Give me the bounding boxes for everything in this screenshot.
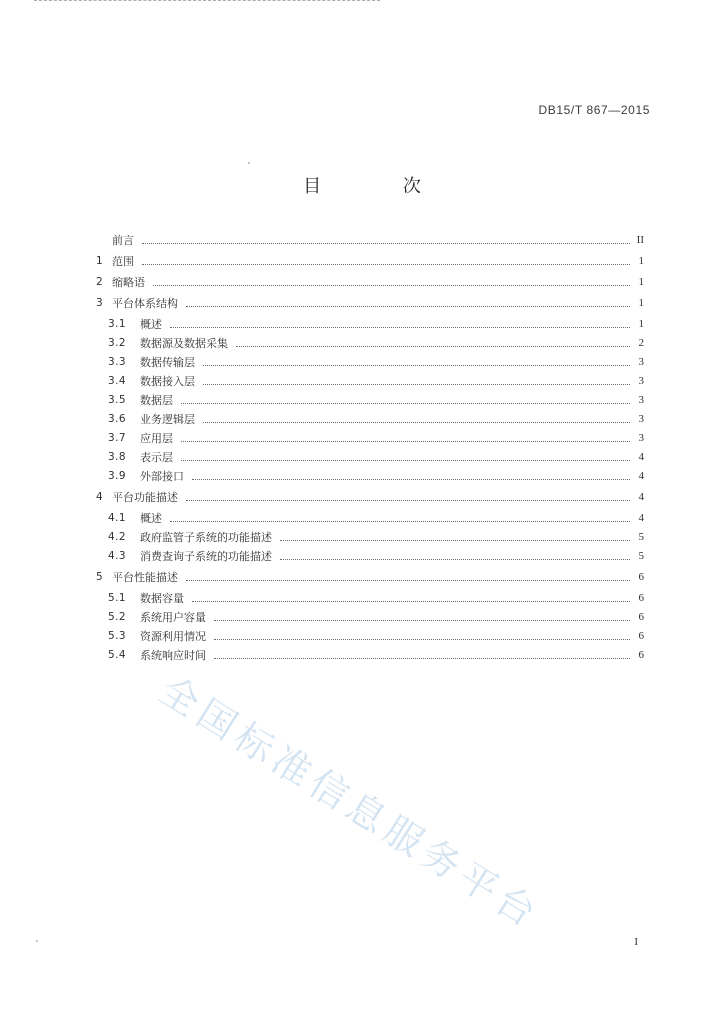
toc-entry-page: 1 [638, 254, 644, 267]
toc-entry-number: 5.4 [108, 648, 126, 661]
toc-subentry[interactable] [96, 352, 644, 371]
toc-entry-title: 业务逻辑层 [140, 412, 195, 426]
toc-entry-title: 系统用户容量 [140, 610, 206, 624]
toc-entry-number: 5.2 [108, 610, 126, 623]
toc-subentry[interactable] [96, 333, 644, 352]
toc-subentry[interactable] [96, 645, 644, 664]
toc-entry-title: 系统响应时间 [140, 648, 206, 662]
watermark: 全国标准信息服务平台 [151, 667, 549, 939]
toc-subentry[interactable] [96, 588, 644, 607]
toc-entry-number: 3.2 [108, 336, 126, 349]
toc-entry-title: 范围 [112, 254, 134, 268]
toc-entry-title: 表示层 [140, 450, 173, 464]
toc-subentry[interactable] [96, 371, 644, 390]
toc-subentry[interactable] [96, 409, 644, 428]
dot-leader [181, 402, 630, 404]
toc-entry[interactable] [96, 567, 644, 586]
toc-entry-title: 政府监管子系统的功能描述 [140, 530, 272, 544]
toc-entry-number: 5.3 [108, 629, 126, 642]
toc-entry-number: 4.1 [108, 511, 126, 524]
toc-entry-page: 6 [638, 648, 644, 661]
dot-leader [214, 657, 630, 659]
dot-leader [192, 600, 630, 602]
dot-leader [214, 619, 630, 621]
toc-entry-page: 6 [638, 591, 644, 604]
dot-leader [142, 242, 630, 244]
toc-subentry[interactable] [96, 390, 644, 409]
toc-entry-page: 4 [638, 469, 644, 482]
toc-entry-number: 4.3 [108, 549, 126, 562]
scan-border [34, 0, 380, 3]
toc-entry-page: 3 [638, 431, 644, 444]
dot-leader [280, 539, 630, 541]
dot-leader [142, 263, 630, 265]
toc-entry-title: 前言 [112, 233, 134, 247]
toc-entry-title: 资源利用情况 [140, 629, 206, 643]
toc-entry-page: 5 [638, 530, 644, 543]
toc-entry-title: 数据层 [140, 393, 173, 407]
toc-entry-title: 外部接口 [140, 469, 184, 483]
dot-leader [170, 520, 630, 522]
dot-leader [203, 364, 630, 366]
toc-subentry[interactable] [96, 314, 644, 333]
toc-entry[interactable] [96, 272, 644, 291]
dot-leader [186, 499, 630, 501]
toc-entry-title: 数据源及数据采集 [140, 336, 228, 350]
toc-entry[interactable] [96, 487, 644, 506]
toc-subentry[interactable] [96, 626, 644, 645]
dot-leader [170, 326, 630, 328]
dot-leader [181, 459, 630, 461]
toc-entry-number: 4.2 [108, 530, 126, 543]
toc-subentry[interactable] [96, 607, 644, 626]
scan-speck [248, 162, 250, 164]
toc-entry-page: 4 [638, 511, 644, 524]
toc-entry-page: 1 [638, 275, 644, 288]
toc-entry-page: 2 [638, 336, 644, 349]
dot-leader [236, 345, 630, 347]
toc-entry-page: 5 [638, 549, 644, 562]
toc-subentry[interactable] [96, 466, 644, 485]
toc-entry-number: 1 [96, 254, 104, 267]
toc-entry-page: 4 [638, 490, 644, 503]
toc-entry-page: 6 [638, 610, 644, 623]
toc-entry-page: II [636, 233, 644, 246]
dot-leader [186, 579, 630, 581]
table-of-contents [96, 230, 644, 664]
toc-entry-title: 应用层 [140, 431, 173, 445]
dot-leader [192, 478, 630, 480]
toc-entry-title: 平台功能描述 [112, 490, 178, 504]
toc-subentry[interactable] [96, 428, 644, 447]
toc-entry-page: 1 [638, 317, 644, 330]
toc-subentry[interactable] [96, 546, 644, 565]
toc-entry[interactable] [96, 251, 644, 270]
toc-entry-page: 3 [638, 393, 644, 406]
toc-entry-number: 4 [96, 490, 104, 503]
toc-entry-title: 数据接入层 [140, 374, 195, 388]
toc-entry-number: 3.1 [108, 317, 126, 330]
toc-entry-number: 2 [96, 275, 104, 288]
toc-entry-title: 数据传输层 [140, 355, 195, 369]
toc-entry-number: 3.4 [108, 374, 126, 387]
dot-leader [203, 383, 630, 385]
toc-entry-page: 4 [638, 450, 644, 463]
toc-entry-title: 平台体系结构 [112, 296, 178, 310]
toc-entry-number: 3.7 [108, 431, 126, 444]
toc-entry-title: 数据容量 [140, 591, 184, 605]
toc-entry-number: 3.8 [108, 450, 126, 463]
toc-title: 目 次 [303, 176, 459, 197]
dot-leader [181, 440, 630, 442]
toc-entry-page: 3 [638, 374, 644, 387]
toc-entry-title: 缩略语 [112, 275, 145, 289]
toc-subentry[interactable] [96, 508, 644, 527]
toc-entry-foreword[interactable] [96, 230, 644, 249]
toc-entry-number: 5.1 [108, 591, 126, 604]
dot-leader [203, 421, 630, 423]
toc-entry-page: 6 [638, 570, 644, 583]
dot-leader [280, 558, 630, 560]
standard-code: DB15/T 867—2015 [538, 103, 650, 117]
toc-entry-number: 3.9 [108, 469, 126, 482]
toc-entry-number: 3.3 [108, 355, 126, 368]
toc-entry-title: 消费查询子系统的功能描述 [140, 549, 272, 563]
toc-entry[interactable] [96, 293, 644, 312]
toc-subentry[interactable] [96, 447, 644, 466]
toc-entry-number: 3.6 [108, 412, 126, 425]
toc-entry-page: 3 [638, 355, 644, 368]
toc-entry-number: 3 [96, 296, 104, 309]
dot-leader [214, 638, 630, 640]
toc-subentry[interactable] [96, 527, 644, 546]
toc-entry-page: 6 [638, 629, 644, 642]
toc-entry-page: 1 [638, 296, 644, 309]
page-number: I [634, 936, 638, 948]
toc-entry-page: 3 [638, 412, 644, 425]
dot-leader [153, 284, 630, 286]
toc-entry-title: 概述 [140, 511, 162, 525]
toc-entry-title: 平台性能描述 [112, 570, 178, 584]
scan-speck [36, 940, 38, 942]
toc-entry-number: 5 [96, 570, 104, 583]
toc-entry-title: 概述 [140, 317, 162, 331]
dot-leader [186, 305, 630, 307]
toc-entry-number: 3.5 [108, 393, 126, 406]
